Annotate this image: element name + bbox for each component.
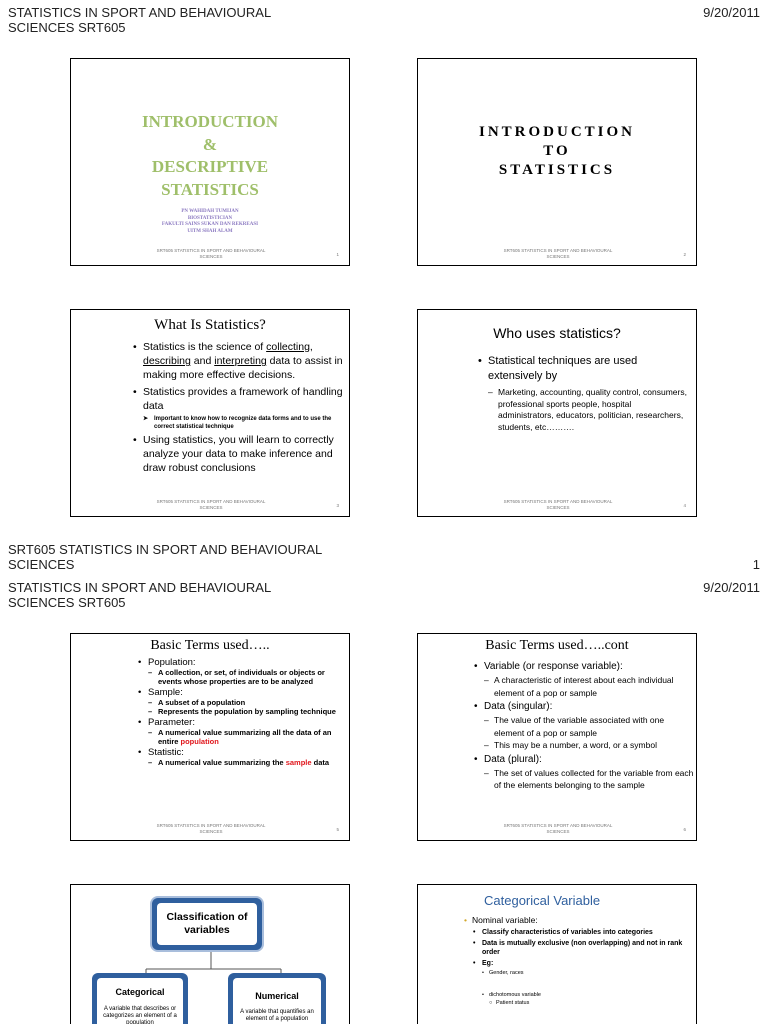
text: , bbox=[309, 341, 313, 353]
arrow-bullet-icon: ➤ bbox=[143, 416, 149, 422]
slide-4-title: Who uses statistics? bbox=[493, 325, 621, 341]
list-item bbox=[148, 729, 345, 746]
slide-number: 2 bbox=[683, 252, 686, 257]
slide-1-title-line: INTRODUCTION bbox=[141, 112, 279, 131]
numerical-node bbox=[228, 973, 326, 1024]
slide-5-bullets bbox=[138, 657, 345, 769]
text-collecting: collecting bbox=[266, 341, 310, 353]
slide-4 bbox=[417, 309, 697, 517]
categorical-label: Categorical bbox=[115, 987, 165, 997]
list-item bbox=[464, 928, 694, 937]
sub-list bbox=[484, 767, 694, 792]
list-item: – This may be a number, a word, or a symbol bbox=[484, 739, 694, 752]
root-node-frame bbox=[152, 898, 262, 950]
author-line: FAKULTI SAINS SUKAN DAN REKREASI bbox=[161, 222, 259, 227]
text: Using statistics, you will learn to correctly analyze your data to make inference and draw robust conclusions bbox=[143, 434, 334, 474]
slide-7 bbox=[70, 884, 350, 1024]
text: Sample: bbox=[148, 687, 183, 698]
sub-list bbox=[488, 387, 688, 433]
text: Variable (or response variable): bbox=[484, 661, 623, 672]
list-item bbox=[138, 687, 345, 716]
list-item: – The value of the variable associated with one element of a pop or sample bbox=[484, 714, 694, 739]
slide-1-title-line: STATISTICS bbox=[161, 179, 259, 199]
root-node: Classification of variables bbox=[157, 903, 257, 945]
slide-4-bullets bbox=[478, 354, 688, 433]
slide-footer: SRT605 STATISTICS IN SPORT AND BEHAVIOURAL SCIENCES bbox=[503, 823, 613, 834]
sub-list bbox=[484, 714, 694, 752]
bullet-icon: • bbox=[473, 929, 476, 936]
sub-list bbox=[148, 699, 345, 716]
bullet-icon: • bbox=[482, 970, 484, 976]
sub-list bbox=[148, 729, 345, 746]
list-item: – Represents the population by sampling technique bbox=[148, 708, 345, 717]
slide-6-title: Basic Terms used…..cont bbox=[485, 638, 629, 653]
list-item bbox=[464, 991, 694, 999]
list-item bbox=[474, 700, 694, 752]
slide-1-title-line: & bbox=[202, 134, 218, 154]
slide-5 bbox=[70, 633, 350, 841]
categorical-node-body bbox=[97, 978, 183, 1024]
list-item bbox=[464, 939, 694, 957]
slide-footer: SRT605 STATISTICS IN SPORT AND BEHAVIOURAL SCIENCES bbox=[503, 248, 613, 259]
numerical-label: Numerical bbox=[255, 991, 299, 1001]
slide-number: 1 bbox=[336, 252, 339, 257]
list-item bbox=[148, 759, 345, 768]
slide-footer: SRT605 STATISTICS IN SPORT AND BEHAVIOURAL SCIENCES bbox=[156, 823, 266, 834]
list-item: – A characteristic of interest about each individual element of a pop or sample bbox=[484, 674, 694, 699]
numerical-description: A variable that quantifies an element of a population bbox=[240, 1009, 314, 1022]
circle-bullet-icon: ○ bbox=[489, 1000, 493, 1006]
text: Patient status bbox=[496, 1000, 530, 1006]
slide-3 bbox=[70, 309, 350, 517]
sub-item bbox=[143, 415, 345, 431]
text: Statistic: bbox=[148, 747, 184, 758]
categorical-description: A variable that describes or categorizes an element of a population bbox=[103, 1006, 177, 1024]
slide-3-title: What Is Statistics? bbox=[154, 317, 266, 333]
page-footer-title: SRT605 STATISTICS IN SPORT AND BEHAVIOURAL SCIENCES bbox=[8, 542, 322, 572]
text: Statistics provides a framework of handling data bbox=[143, 386, 343, 412]
list-item: – A collection, or set, of individuals or objects or events whose properties are to be analyzed bbox=[148, 669, 345, 686]
text: dichotomous variable bbox=[489, 992, 541, 998]
list-item: – Marketing, accounting, quality control, consumers, professional sports people, hospital administrators, educators, politician, researchers, students, etc………. bbox=[488, 387, 688, 433]
list-item bbox=[478, 354, 688, 433]
sub-list bbox=[484, 674, 694, 699]
text: A numerical value summarizing all the data of an entire bbox=[158, 728, 332, 746]
text: Parameter: bbox=[148, 717, 195, 728]
list-item bbox=[133, 433, 345, 475]
slide-2-title-line: STATISTICS bbox=[498, 162, 616, 178]
text-describing: describing bbox=[143, 355, 191, 367]
bullet-icon: • bbox=[482, 992, 484, 998]
text: and bbox=[190, 355, 215, 367]
author-line: BIOSTATISTICIAN bbox=[187, 215, 233, 221]
slide-number: 4 bbox=[683, 503, 686, 508]
text: A numerical value summarizing the bbox=[158, 758, 286, 767]
text: Eg: bbox=[482, 960, 494, 967]
slide-8-content bbox=[464, 915, 694, 1007]
text: Population: bbox=[148, 657, 196, 668]
list-item bbox=[138, 717, 345, 746]
sub-list bbox=[148, 669, 345, 686]
list-item bbox=[474, 660, 694, 699]
text: data bbox=[311, 758, 330, 767]
page-number: 1 bbox=[752, 557, 760, 572]
text: Classify characteristics of variables into categories bbox=[482, 929, 653, 936]
slide-number: 6 bbox=[683, 827, 686, 832]
text: Statistics is the science of bbox=[143, 341, 267, 353]
sub-list bbox=[148, 759, 345, 768]
slide-number: 5 bbox=[336, 827, 339, 832]
list-item bbox=[464, 959, 694, 968]
page-header-date: 9/20/2011 bbox=[703, 580, 760, 595]
slide-1-author bbox=[71, 209, 349, 235]
categorical-node bbox=[92, 973, 188, 1024]
page-header-title: STATISTICS IN SPORT AND BEHAVIOURAL SCIENCES SRT605 bbox=[8, 5, 271, 35]
text: Statistical techniques are used extensively by bbox=[488, 355, 638, 382]
list-item bbox=[464, 915, 694, 926]
list-item bbox=[133, 385, 345, 431]
text: Data (singular): bbox=[484, 701, 553, 712]
bullet-icon: • bbox=[473, 960, 476, 967]
slide-footer: SRT605 STATISTICS IN SPORT AND BEHAVIOURAL SCIENCES bbox=[503, 499, 613, 510]
text: Data (plural): bbox=[484, 753, 542, 765]
numerical-node-body bbox=[233, 978, 321, 1024]
text: data to assist in making more effective decisions. bbox=[143, 355, 343, 381]
list-item: – The set of values collected for the variable from each of the elements belonging to the sample bbox=[484, 767, 694, 792]
author-line: PN WAHIDAH TUMIJAN bbox=[181, 209, 239, 214]
slide-footer: SRT605 STATISTICS IN SPORT AND BEHAVIOURAL SCIENCES bbox=[156, 248, 266, 259]
list-item bbox=[133, 340, 345, 382]
list-item: – A subset of a population bbox=[148, 699, 345, 708]
slide-6-bullets bbox=[474, 660, 694, 793]
text: Important to know how to recognize data forms and to use the correct statistical technique bbox=[154, 416, 332, 430]
slide-footer: SRT605 STATISTICS IN SPORT AND BEHAVIOURAL SCIENCES bbox=[156, 499, 266, 510]
page-header-date: 9/20/2011 bbox=[703, 5, 760, 20]
slide-2-title-line: INTRODUCTION bbox=[478, 124, 635, 140]
text-sample: sample bbox=[285, 758, 312, 767]
slide-number: 3 bbox=[336, 503, 339, 508]
slide-8 bbox=[417, 884, 697, 1024]
slide-2-title-line: TO bbox=[543, 143, 571, 159]
slide-2 bbox=[417, 58, 697, 266]
text-population: population bbox=[180, 736, 219, 746]
list-item bbox=[138, 657, 345, 686]
text-interpreting: interpreting bbox=[214, 355, 267, 367]
bullet-icon: • bbox=[464, 915, 467, 925]
list-item bbox=[138, 747, 345, 768]
slide-5-title: Basic Terms used….. bbox=[150, 638, 270, 653]
slide-1-title-line: DESCRIPTIVE bbox=[151, 157, 269, 176]
page-header-title: STATISTICS IN SPORT AND BEHAVIOURAL SCIENCES SRT605 bbox=[8, 580, 271, 610]
list-item bbox=[474, 753, 694, 792]
text: Gender, races bbox=[489, 970, 524, 976]
author-line: UITM SHAH ALAM bbox=[187, 228, 233, 234]
text: Nominal variable: bbox=[472, 915, 538, 925]
slide-2-title bbox=[418, 123, 696, 180]
list-item bbox=[464, 999, 694, 1007]
bullet-icon: • bbox=[473, 940, 476, 947]
list-item bbox=[464, 969, 694, 977]
slide-1 bbox=[70, 58, 350, 266]
slide-8-title: Categorical Variable bbox=[484, 893, 601, 908]
slide-6 bbox=[417, 633, 697, 841]
text: Data is mutually exclusive (non overlapping) and not in rank order bbox=[482, 940, 683, 956]
slide-3-bullets bbox=[133, 340, 345, 475]
slide-1-title bbox=[71, 111, 349, 201]
